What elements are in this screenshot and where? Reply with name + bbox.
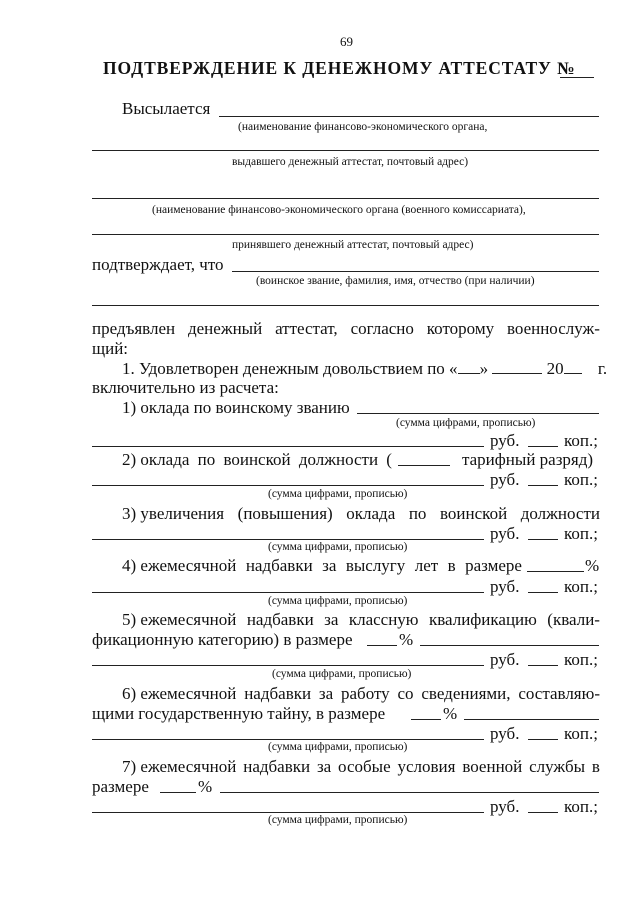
kop-label: коп.; [564,431,598,450]
attestat-number-field[interactable] [560,77,594,78]
kop-field[interactable] [528,446,558,447]
sum-caption-3: (сумма цифрами, прописью) [268,541,408,553]
sent-label: Высылается [122,99,211,118]
rub-label: руб. [490,470,520,489]
p2-text: 2) оклада по воинской должности ( [122,450,392,469]
rub-label: руб. [490,524,520,543]
receiving-org-field[interactable] [92,198,599,199]
p1-text: 1) оклада по воинскому званию [122,398,350,417]
sum-caption-2: (сумма цифрами, прописью) [268,488,408,500]
p6-line-1: 6) ежемесячной надбавки за работу со сведениями, составляю- [122,684,600,703]
p5-sum-field[interactable] [92,665,484,666]
item1-line-2: включительно из расчета: [92,378,279,397]
kop-label: коп.; [564,724,598,743]
caption-person: (воинское звание, фамилия, имя, отчество (при наличии) [256,275,535,287]
p7-line-1: 7) ежемесячной надбавки за особые условия военной службы в [122,757,600,776]
item1-text: 1. Удовлетворен денежным довольствием по « » 20 г. [122,359,608,378]
kop-field[interactable] [528,539,558,540]
p7-percent-field[interactable] [160,792,196,793]
p5-line-2: фикационную категорию) в размере [92,630,353,649]
p5-field[interactable] [420,645,599,646]
percent-sign: % [198,777,213,796]
confirms-label: подтверждает, что [92,255,224,274]
p1-sum-field[interactable] [92,446,484,447]
sum-caption-7: (сумма цифрами, прописью) [268,814,408,826]
kop-field[interactable] [528,485,558,486]
p7-field[interactable] [220,792,599,793]
caption-org-2: выдавшего денежный аттестат, почтовый адрес) [232,156,469,168]
percent-sign: % [585,556,600,575]
kop-label: коп.; [564,797,598,816]
caption-org-1: (наименование финансово-экономического органа, [238,121,488,133]
p2-sum-field[interactable] [92,485,484,486]
p5-line-1: 5) ежемесячной надбавки за классную квалификацию (квали- [122,610,600,629]
page-number: 69 [340,34,353,49]
year-field[interactable] [564,360,582,374]
p4-text: 4) ежемесячной надбавки за выслугу лет в размере [122,556,522,575]
kop-label: коп.; [564,524,598,543]
rub-label: руб. [490,797,520,816]
p1-field[interactable] [357,413,599,414]
rub-label: руб. [490,431,520,450]
rub-label: руб. [490,724,520,743]
percent-sign: % [443,704,458,723]
p4-percent-field[interactable] [527,571,584,572]
rub-label: руб. [490,650,520,669]
p3-sum-field[interactable] [92,539,484,540]
p7-line-2: размере [92,777,149,796]
page-title: ПОДТВЕРЖДЕНИЕ К ДЕНЕЖНОМУ АТТЕСТАТУ № [103,58,576,78]
person-field-2[interactable] [92,305,599,306]
p6-line-2: щими государственную тайну, в размере [92,704,386,723]
caption-org-3: (наименование финансово-экономического органа (военного комиссариата), [152,204,526,216]
kop-field[interactable] [528,665,558,666]
kop-label: коп.; [564,650,598,669]
month-field[interactable] [492,360,542,374]
person-field[interactable] [232,271,599,272]
kop-label: коп.; [564,577,598,596]
sent-org-field[interactable] [219,116,599,117]
p6-percent-field[interactable] [411,719,441,720]
p3-text: 3) увеличения (повышения) оклада по воинской должности [122,504,600,523]
p6-field[interactable] [464,719,599,720]
p7-sum-field[interactable] [92,812,484,813]
intro-line-2: щий: [92,339,129,358]
kop-field[interactable] [528,739,558,740]
tariff-field[interactable] [398,465,450,466]
sum-caption-6: (сумма цифрами, прописью) [268,741,408,753]
receiving-org-field-2[interactable] [92,234,599,235]
intro-line-1: предъявлен денежный аттестат, согласно которому военнослуж- [92,319,600,338]
p6-sum-field[interactable] [92,739,484,740]
sum-caption-1: (сумма цифрами, прописью) [396,417,536,429]
day-field[interactable] [458,360,480,374]
percent-sign: % [399,630,414,649]
p5-percent-field[interactable] [367,645,397,646]
kop-label: коп.; [564,470,598,489]
sum-caption-4: (сумма цифрами, прописью) [268,595,408,607]
p4-sum-field[interactable] [92,592,484,593]
kop-field[interactable] [528,592,558,593]
rub-label: руб. [490,577,520,596]
caption-org-4: принявшего денежный аттестат, почтовый адрес) [232,239,474,251]
sum-caption-5: (сумма цифрами, прописью) [272,668,412,680]
sent-org-field-2[interactable] [92,150,599,151]
kop-field[interactable] [528,812,558,813]
p2-tail: тарифный разряд) [462,450,594,469]
